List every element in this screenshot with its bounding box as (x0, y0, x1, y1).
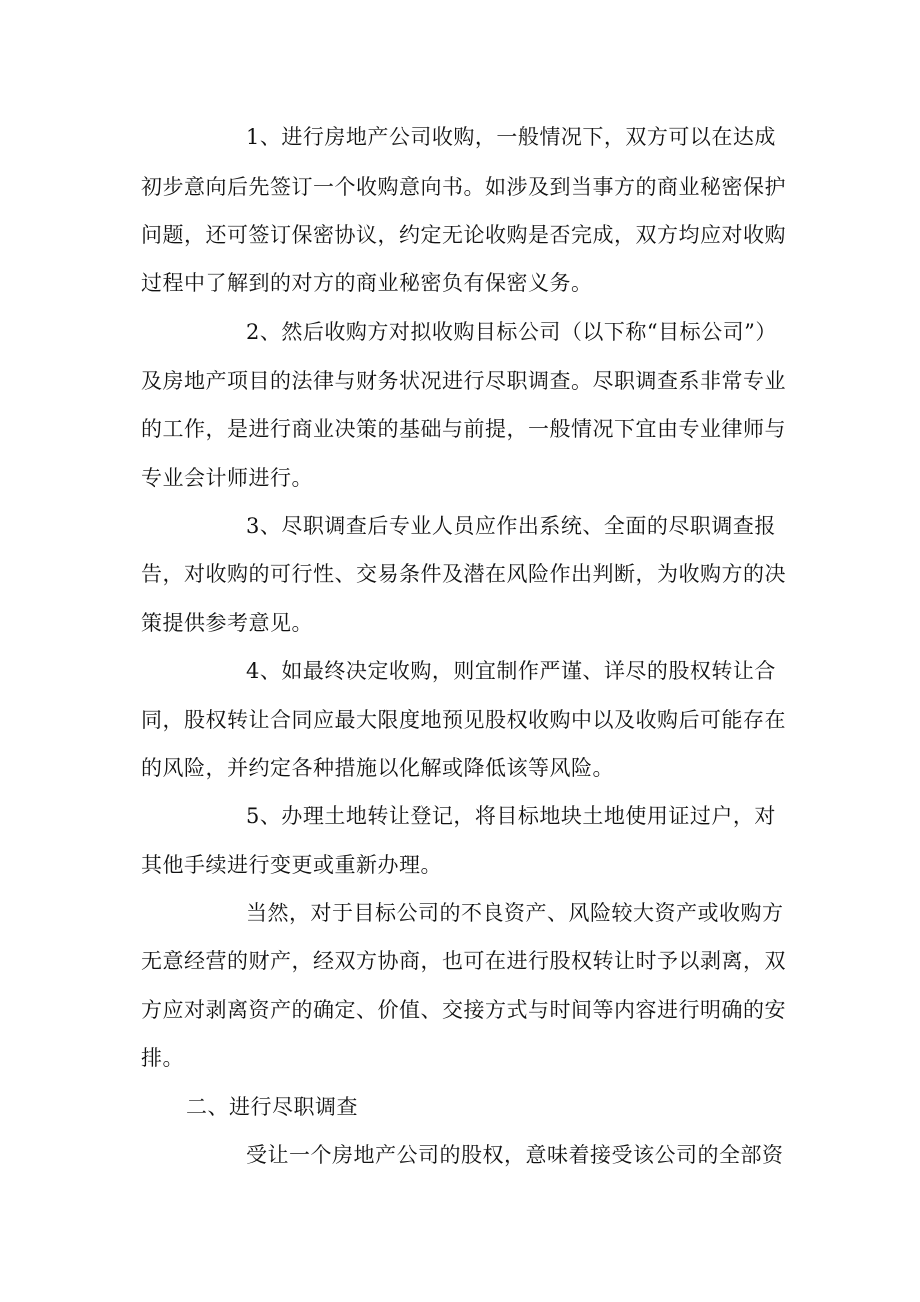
paragraph-4-line-2: 同，股权转让合同应最大限度地预见股权收购中以及收购后可能存在 (141, 708, 786, 732)
paragraph-3-line-1: 3、尽职调查后专业人员应作出系统、全面的尽职调查报 (246, 514, 776, 538)
paragraph-5-line-2: 其他手续进行变更或重新办理。 (141, 853, 442, 877)
paragraph-7-line-1: 受让一个房地产公司的股权，意味着接受该公司的全部资 (246, 1143, 784, 1167)
paragraph-1-line-1: 1、进行房地产公司收购，一般情况下，双方可以在达成 (246, 125, 776, 149)
paragraph-6-line-1: 当然，对于目标公司的不良资产、风险较大资产或收购方 (246, 901, 784, 925)
paragraph-6-line-4: 排。 (141, 1046, 184, 1070)
paragraph-1-line-4: 过程中了解到的对方的商业秘密负有保密义务。 (141, 271, 593, 295)
paragraph-2-line-4: 专业会计师进行。 (141, 466, 313, 490)
paragraph-6-line-3: 方应对剥离资产的确定、价值、交接方式与时间等内容进行明确的安 (141, 998, 786, 1022)
paragraph-4-line-1: 4、如最终决定收购，则宜制作严谨、详尽的股权转让合 (246, 659, 776, 683)
paragraph-6-line-2: 无意经营的财产，经双方协商，也可在进行股权转让时予以剥离，双 (141, 949, 786, 973)
paragraph-1-line-2: 初步意向后先签订一个收购意向书。如涉及到当事方的商业秘密保护 (141, 175, 786, 199)
section-heading: 二、进行尽职调查 (186, 1095, 358, 1119)
paragraph-4-line-3: 的风险，并约定各种措施以化解或降低该等风险。 (141, 756, 614, 780)
paragraph-3-line-2: 告，对收购的可行性、交易条件及潜在风险作出判断，为收购方的决 (141, 562, 786, 586)
paragraph-3-line-3: 策提供参考意见。 (141, 611, 313, 635)
paragraph-2-line-3: 的工作，是进行商业决策的基础与前提，一般情况下宜由专业律师与 (141, 417, 786, 441)
paragraph-2-line-1: 2、然后收购方对拟收购目标公司（以下称“目标公司”） (246, 320, 777, 344)
paragraph-1-line-3: 问题，还可签订保密协议，约定无论收购是否完成，双方均应对收购 (141, 223, 786, 247)
paragraph-5-line-1: 5、办理土地转让登记，将目标地块土地使用证过户，对 (246, 804, 776, 828)
paragraph-2-line-2: 及房地产项目的法律与财务状况进行尽职调查。尽职调查系非常专业 (141, 369, 786, 393)
